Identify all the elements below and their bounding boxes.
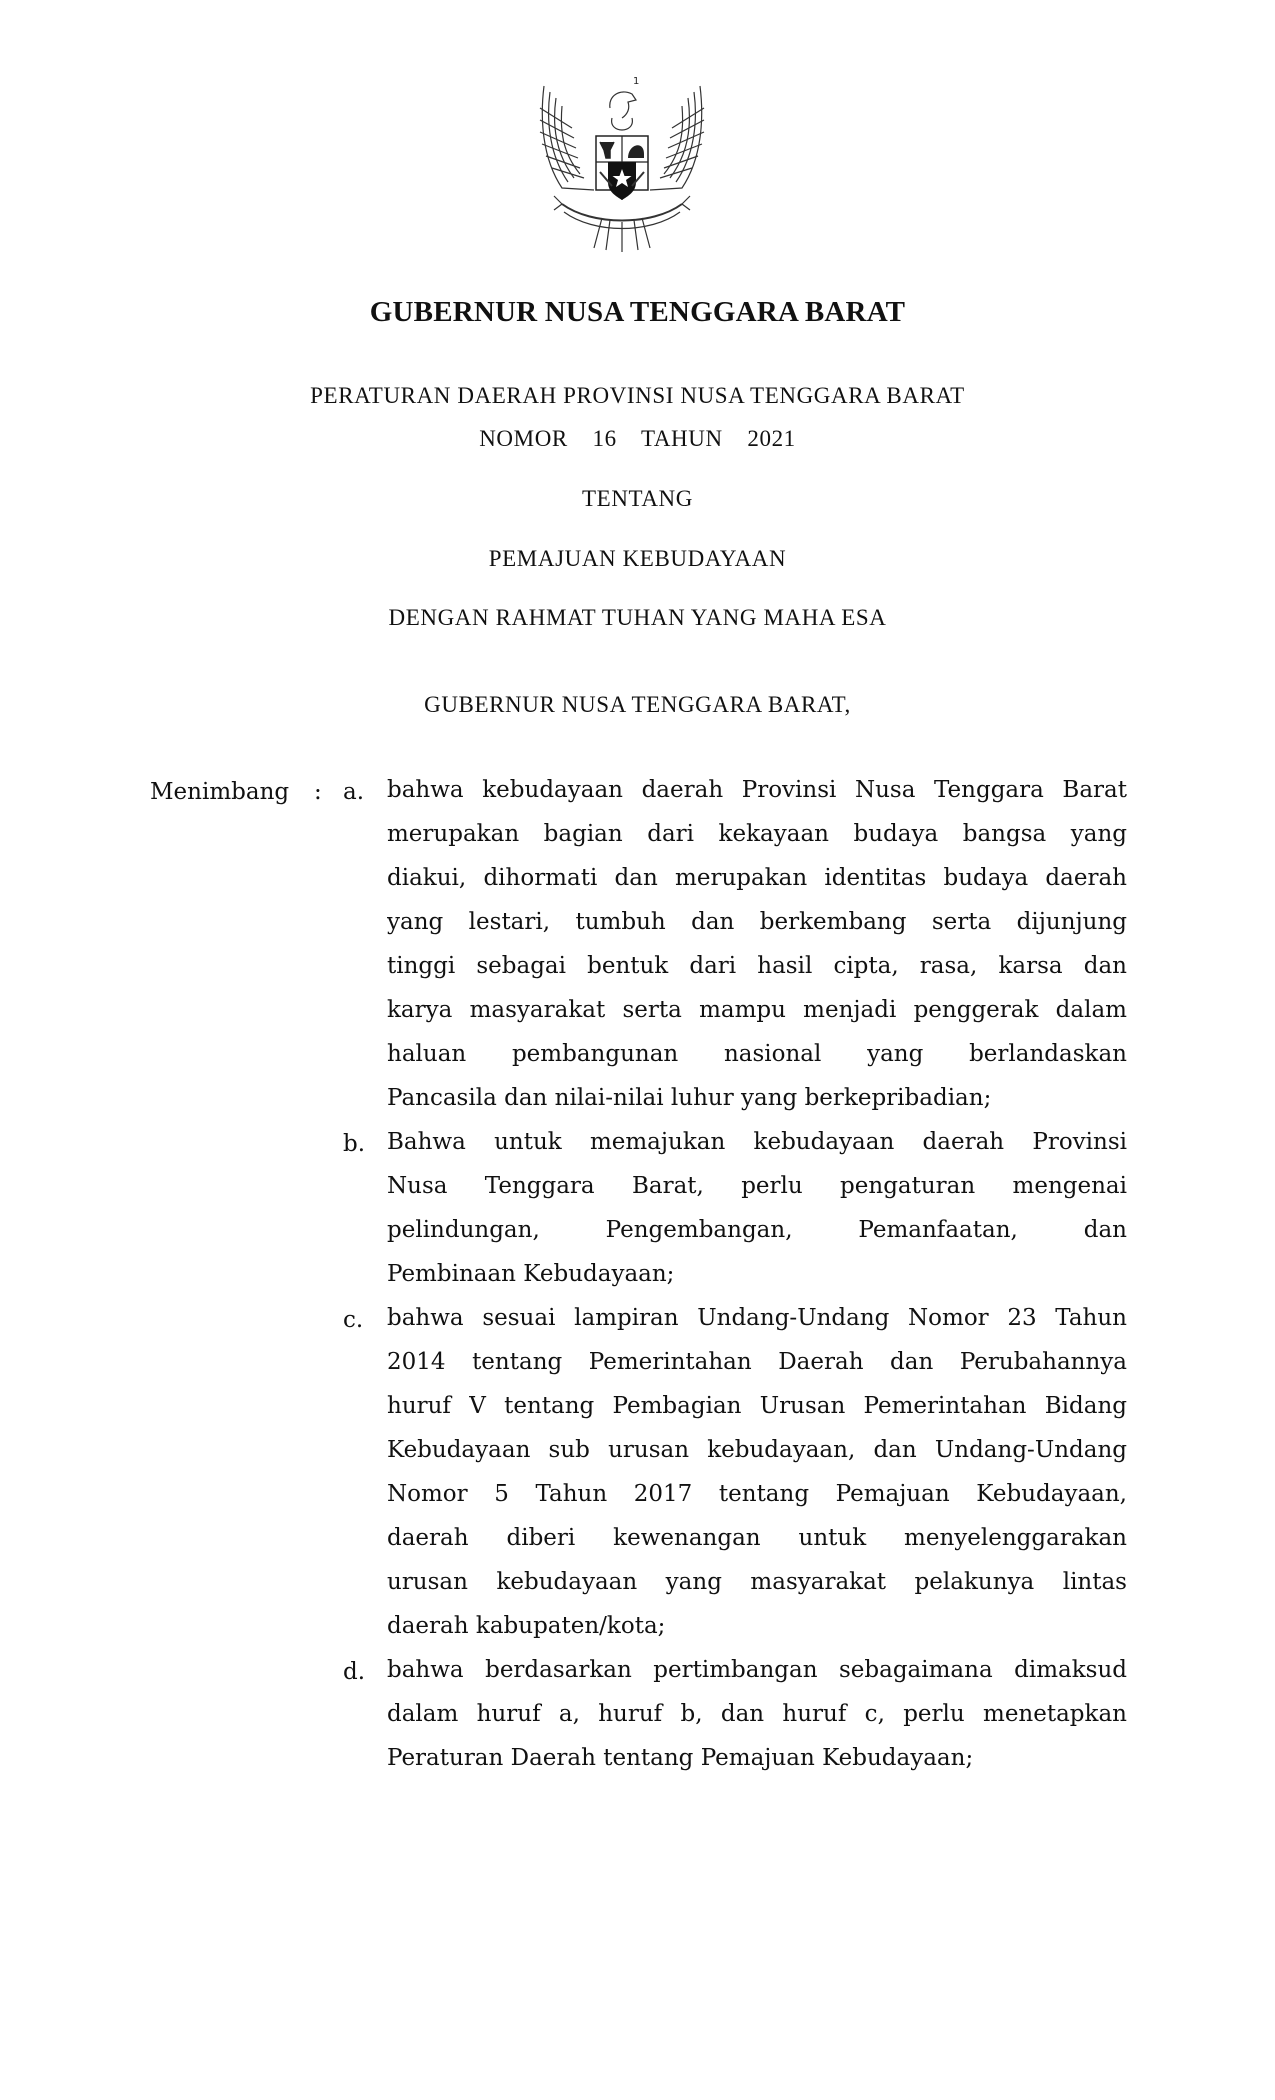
item-text-line: huruf V tentang Pembagian Urusan Pemerintahan Bidang [387,1393,1127,1419]
regulation-number: NOMOR 16 TAHUN 2021 [479,426,796,451]
item-text-line: haluan pembangunan nasional yang berlandaskan [387,1041,1127,1067]
item-text-line: Kebudayaan sub urusan kebudayaan, dan Undang-Undang [387,1437,1127,1463]
item-text-line: bahwa berdasarkan pertimbangan sebagaimana dimaksud [387,1657,1127,1683]
item-text-line: dalam huruf a, huruf b, dan huruf c, perlu menetapkan [387,1701,1127,1727]
item-text-line: daerah kabupaten/kota; [387,1613,666,1639]
item-text-line: bahwa kebudayaan daerah Provinsi Nusa Tenggara Barat [387,777,1127,803]
item-letter: c. [343,1307,364,1333]
item-text-line: Nusa Tenggara Barat, perlu pengaturan mengenai [387,1173,1127,1199]
item-text-line: karya masyarakat serta mampu menjadi penggerak dalam [387,997,1127,1023]
item-text-line: Peraturan Daerah tentang Pemajuan Kebudayaan; [387,1745,974,1771]
considering-label: Menimbang [150,779,290,805]
item-text-line: Nomor 5 Tahun 2017 tentang Pemajuan Kebudayaan, [387,1481,1127,1507]
garuda-emblem-icon [532,78,712,258]
item-text-line: Pancasila dan nilai-nilai luhur yang berkepribadian; [387,1085,992,1111]
item-text-line: tinggi sebagai bentuk dari hasil cipta, rasa, karsa dan [387,953,1127,979]
about-label: TENTANG [582,486,693,511]
item-letter: b. [343,1131,366,1157]
page-marker: 1 [633,76,640,87]
item-letter: a. [343,779,365,805]
regulation-name: PERATURAN DAERAH PROVINSI NUSA TENGGARA BARAT [310,383,965,408]
regulation-subject: PEMAJUAN KEBUDAYAAN [488,546,787,571]
item-text-line: pelindungan, Pengembangan, Pemanfaatan, dan [387,1217,1127,1243]
item-text-line: daerah diberi kewenangan untuk menyelenggarakan [387,1525,1127,1551]
invocation: DENGAN RAHMAT TUHAN YANG MAHA ESA [388,605,887,630]
considering-separator: : [314,779,322,805]
item-text-line: Pembinaan Kebudayaan; [387,1261,675,1287]
item-text-line: 2014 tentang Pemerintahan Daerah dan Perubahannya [387,1349,1127,1375]
item-text-line: yang lestari, tumbuh dan berkembang serta dijunjung [387,909,1127,935]
item-text-line: Bahwa untuk memajukan kebudayaan daerah Provinsi [387,1129,1127,1155]
item-text-line: bahwa sesuai lampiran Undang-Undang Nomor 23 Tahun [387,1305,1127,1331]
item-text-line: merupakan bagian dari kekayaan budaya bangsa yang [387,821,1127,847]
issuer-title: GUBERNUR NUSA TENGGARA BARAT [369,296,906,328]
item-letter: d. [343,1659,366,1685]
item-text-line: urusan kebudayaan yang masyarakat pelakunya lintas [387,1569,1127,1595]
governor-heading: GUBERNUR NUSA TENGGARA BARAT, [424,692,851,717]
item-text-line: diakui, dihormati dan merupakan identitas budaya daerah [387,865,1127,891]
